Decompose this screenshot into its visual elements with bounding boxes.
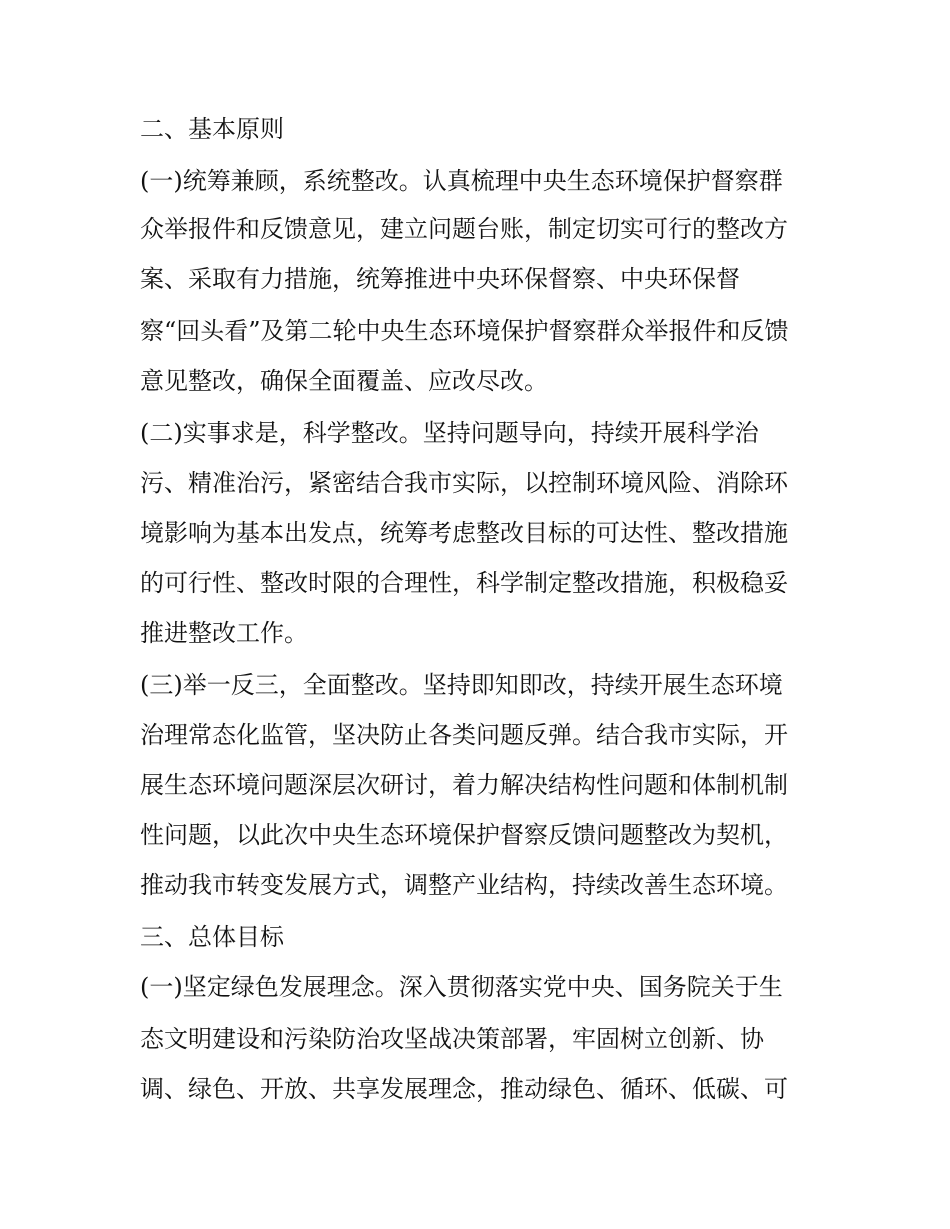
paragraph-line: (二)实事求是，科学整改。坚持问题导向，持续开展科学治 — [140, 419, 759, 447]
section-heading-overall-goals: 三、总体目标 — [140, 923, 284, 951]
paragraph-line: (一)坚定绿色发展理念。深入贯彻落实党中央、国务院关于生 — [140, 973, 783, 1001]
section-heading-basic-principles: 二、基本原则 — [140, 115, 284, 143]
paragraph-line: 推进整改工作。 — [140, 619, 308, 647]
paragraph-line: 境影响为基本出发点，统筹考虑整改目标的可达性、整改措施 — [140, 519, 788, 547]
paragraph-line: 展生态环境问题深层次研讨，着力解决结构性问题和体制机制 — [140, 771, 788, 799]
paragraph-line: (三)举一反三，全面整改。坚持即知即改，持续开展生态环境 — [140, 671, 783, 699]
paragraph-line: 性问题，以此次中央生态环境保护督察反馈问题整改为契机， — [140, 821, 788, 849]
paragraph-line: 推动我市转变发展方式，调整产业结构，持续改善生态环境。 — [140, 871, 788, 899]
paragraph-line: (一)统筹兼顾，系统整改。认真梳理中央生态环境保护督察群 — [140, 167, 783, 195]
paragraph-line: 调、绿色、开放、共享发展理念，推动绿色、循环、低碳、可 — [140, 1075, 788, 1103]
paragraph-line: 治理常态化监管，坚决防止各类问题反弹。结合我市实际，开 — [140, 721, 788, 749]
paragraph-line: 案、采取有力措施，统筹推进中央环保督察、中央环保督 — [140, 265, 740, 293]
paragraph-line: 态文明建设和污染防治攻坚战决策部署，牢固树立创新、协 — [140, 1025, 764, 1053]
paragraph-line: 的可行性、整改时限的合理性，科学制定整改措施，积极稳妥 — [140, 569, 788, 597]
paragraph-line: 察“回头看”及第二轮中央生态环境保护督察群众举报件和反馈 — [140, 317, 789, 345]
paragraph-line: 众举报件和反馈意见，建立问题台账，制定切实可行的整改方 — [140, 215, 788, 243]
paragraph-line: 污、精准治污，紧密结合我市实际，以控制环境风险、消除环 — [140, 469, 788, 497]
paragraph-line: 意见整改，确保全面覆盖、应改尽改。 — [140, 367, 548, 395]
